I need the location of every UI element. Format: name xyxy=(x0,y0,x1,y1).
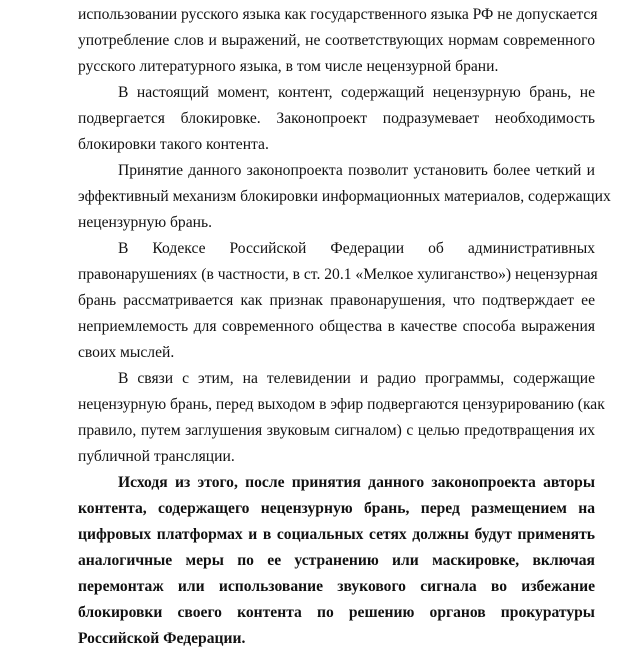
paragraph-5-line-2: нецензурную брань, перед выходом в эфир подвергаются цензурированию (как xyxy=(78,396,605,413)
paragraph-3-line-3: нецензурную брань. xyxy=(78,214,213,231)
paragraph-6-line-4: аналогичные меры по ее устранению или маскировке, включая xyxy=(78,552,595,569)
paragraph-4-line-3: брань рассматривается как признак правонарушения, что подтверждает ее xyxy=(78,292,595,309)
paragraph-1-line-1: использовании русского языка как государственного языка РФ не допускается xyxy=(78,6,598,23)
paragraph-6-line-2: контента, содержащего нецензурную брань, перед размещением на xyxy=(78,500,595,517)
paragraph-4-line-2: правонарушениях (в частности, в ст. 20.1 «Мелкое хулиганство») нецензурная xyxy=(78,266,598,283)
paragraph-2-line-2: подвергается блокировке. Законопроект подразумевает необходимость xyxy=(78,110,595,127)
paragraph-4-line-1: В Кодексе Российской Федерации об административных xyxy=(118,240,595,257)
paragraph-6-line-1: Исходя из этого, после принятия данного законопроекта авторы xyxy=(118,474,595,491)
paragraph-4-line-5: своих мыслей. xyxy=(78,344,175,361)
paragraph-1-line-2: употребление слов и выражений, не соответствующих нормам современного xyxy=(78,32,595,49)
paragraph-5-line-4: публичной трансляции. xyxy=(78,448,235,465)
paragraph-5-line-1: В связи с этим, на телевидении и радио программы, содержащие xyxy=(118,370,595,387)
paragraph-3-line-2: эффективный механизм блокировки информационных материалов, содержащих xyxy=(78,188,611,205)
paragraph-2-line-1: В настоящий момент, контент, содержащий нецензурную брань, не xyxy=(118,84,595,101)
paragraph-6-line-3: цифровых платформах и в социальных сетях должны будут применять xyxy=(78,526,595,543)
paragraph-5-line-3: правило, путем заглушения звуковым сигналом) с целью предотвращения их xyxy=(78,422,595,439)
paragraph-6-line-5: перемонтаж или использование звукового сигнала во избежание xyxy=(78,578,595,595)
paragraph-6-line-6: блокировки своего контента по решению органов прокуратуры xyxy=(78,604,595,621)
paragraph-6-line-7: Российской Федерации. xyxy=(78,630,246,647)
paragraph-1-line-3: русского литературного языка, в том числе нецензурной брани. xyxy=(78,58,499,75)
paragraph-2-line-3: блокировки такого контента. xyxy=(78,136,269,153)
paragraph-3-line-1: Принятие данного законопроекта позволит установить более четкий и xyxy=(118,162,595,179)
paragraph-4-line-4: неприемлемость для современного общества в качестве способа выражения xyxy=(78,318,595,335)
